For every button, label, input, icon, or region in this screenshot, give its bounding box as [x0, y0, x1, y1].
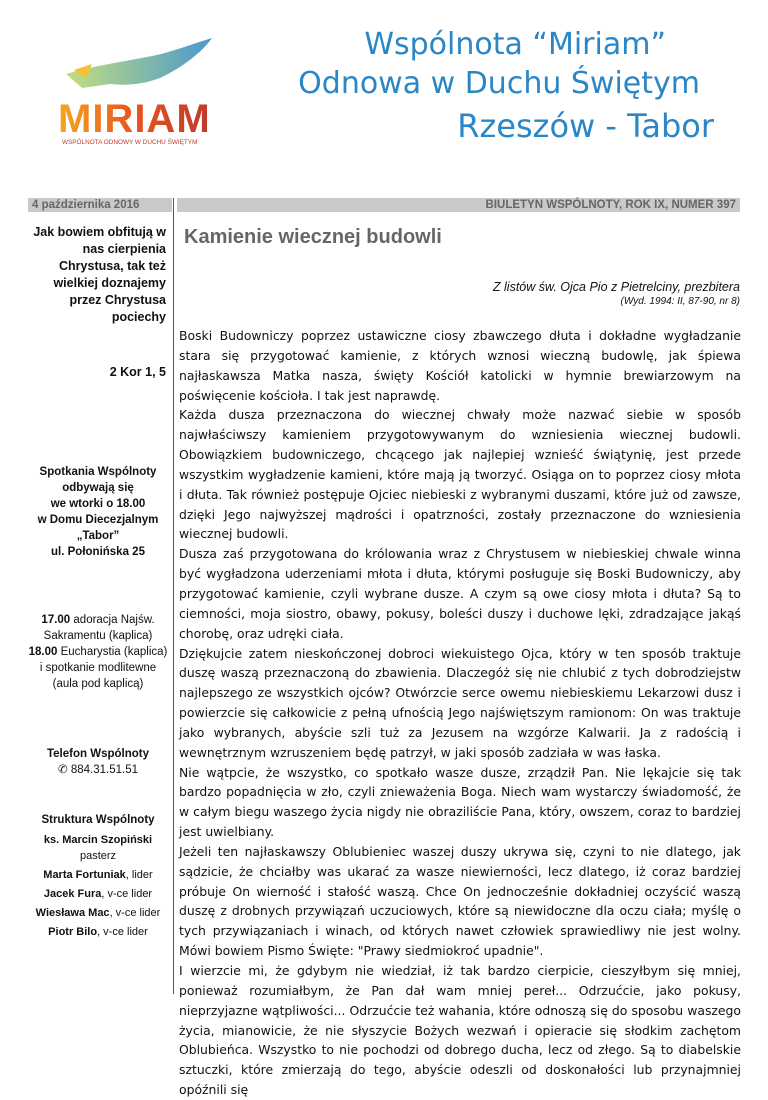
meetings-line: ul. Połonińska 25	[51, 546, 145, 558]
meetings-line: Spotkania Wspólnoty	[39, 466, 157, 478]
issue-date: 4 października 2016	[28, 198, 172, 212]
logo-subtitle: WSPÓLNOTA ODNOWY W DUCHU ŚWIĘTYM	[62, 139, 198, 146]
meetings-line: we wtorki o 18.00	[50, 498, 146, 510]
article-body	[179, 326, 741, 1100]
column-divider	[173, 198, 174, 994]
phone-line	[28, 762, 168, 778]
structure-row: Piotr Bilo, v-ce lider	[48, 926, 148, 938]
structure-row: ks. Marcin Szopiński pasterz	[43, 834, 153, 862]
phone-title: Telefon Wspólnoty	[46, 748, 149, 760]
article-paragraph: Dziękujcie zatem nieskończonej dobroci wiekuistego Ojca, który w ten sposób traktuje duszę waszą przeznaczoną do zbawienia. Dlaczegóż się nie chlubić z tych dobrodziejstw najlepszego ze wszystkich ojców? Otwórzcie serce owemu niebieskiemu Lekarzowi dusz i powierzcie się całkowicie z pełną ufnością Jego najświętszym ramionom: On was traktuje jako wybranych, abyście szli tuż za Jezusem na wzgórze Kalwarii. Ja z radością i wewnętrznym wzruszeniem będę patrzył, w jaki sposób zadziała w was łaska.	[179, 645, 741, 760]
masthead	[188, 26, 714, 148]
schedule-line: Sakramentu (kaplica)	[43, 630, 153, 642]
schedule-line: (aula pod kaplicą)	[52, 678, 144, 690]
masthead-line-3: Rzeszów - Tabor	[457, 107, 714, 145]
meetings-line: „Tabor”	[76, 530, 120, 542]
schedule	[28, 612, 168, 692]
article-title: Kamienie wiecznej budowli	[184, 226, 442, 248]
sidebar-quote: Jak bowiem obfitują w nas cierpienia Chrystusa, tak też wielkiej doznajemy przez Chrystusa pociechy	[33, 225, 166, 324]
schedule-line: 18.00 Eucharystia (kaplica)	[28, 646, 168, 658]
schedule-line: 17.00 adoracja Najśw.	[41, 614, 155, 626]
structure-title: Struktura Wspólnoty	[41, 814, 155, 826]
article-paragraph: Dusza zaś przygotowana do królowania wraz z Chrystusem w niebieskiej chwale winna być wygładzona uderzeniami młota i dłuta, którymi posługuje się Boski Budowniczy, aby przygotować kamienie, czyli wybrane dusze. A czym są owe ciosy młota i dłuta? Są to ciemności, moja siostro, obawy, pokusy, boleści duszy i duchowe lęki, zdradzające jakąś chorobę, oraz udręki ciała.	[179, 546, 741, 641]
article-paragraph: Jeżeli ten najłaskawszy Oblubieniec waszej duszy ukrywa się, czyni to nie dlatego, jak sądzicie, że chciałby was ukarać za wasze niewierności, lecz dlatego, iż coraz bardziej próbuje On wierność i stałość waszą. Chce On jednocześnie dokładniej oczyścić waszą duszę z drobnych przywiązań uczuciowych, które są niewidoczne dla oczu ciała; myślę o tych przywiązaniach i winach, od których nawet człowiek sprawiedliwy nie jest wolny. Mówi bowiem Pismo Święte: "Prawy siedmiokroć upadnie".	[179, 843, 741, 959]
logo-text: MIRIAM	[58, 97, 211, 141]
article-paragraph: Nie wątpcie, że wszystko, co spotkało wasze dusze, zrządził Pan. Nie lękajcie się tak bardzo popadnięcia w zło, czyli znieważenia Boga. Niech wam wystarczy świadomość, że w całym biegu waszego życia nigdy nie obraziliście Pana, który, owszem, coraz to bardziej jest uwielbiany.	[179, 764, 741, 840]
sidebar-quote-reference: 2 Kor 1, 5	[109, 365, 166, 379]
meetings-info	[28, 464, 168, 560]
structure-row: Jacek Fura, v-ce lider	[43, 888, 153, 900]
meetings-line: w Domu Diecezjalnym	[37, 514, 159, 526]
community-structure	[28, 812, 168, 943]
meetings-line: odbywają się	[62, 482, 134, 494]
article-paragraph: Każda dusza przeznaczona do wiecznej chwały może nazwać siebie w sposób najwłaściwszy kamieniem przygotowywanym do wzniesienia wiecznej budowli. Obowiązkiem budowniczego, chcącego jak najlepiej wznieść świątynię, jest przede wszystkim wygładzenie kamieni, które mają ją tworzyć. Osiąga on to poprzez ciosy młota i dłuta. Tak również postępuje Ojciec niebieski z wybranymi duszami, które już od zawsze, dzięki Jego najwyższej mądrości i opatrzności, zostały przeznaczone do wzniesienia wiecznej budowli.	[179, 407, 741, 542]
masthead-line-2: Odnowa w Duchu Świętym	[298, 66, 700, 101]
phone-info	[28, 746, 168, 778]
bulletin-info: BIULETYN WSPÓLNOTY, ROK IX, NUMER 397	[177, 198, 740, 212]
article-paragraph: I wierzcie mi, że gdybym nie wiedział, iż tak bardzo cierpicie, cieszyłbym się mniej, ponieważ rozumiałbym, że Pan dał wam mniej pereł... Odrzućcie, jako pokusy, nieprzyjazne wątpliwości... Odrzućcie też wahania, które odnoszą się do sposobu waszego życia, mianowicie, że nie słyszycie Bożych wezwań i opieracie się słodkim zachętom Oblubieńca. Wszystko to nie pochodzi od dobrego ducha, lecz od złego. Są to diabelskie sztuczki, które zmierzają do tego, abyście odeszli od doskonałości lub przynajmniej opóźnili się	[179, 963, 741, 1098]
article-paragraph: Boski Budowniczy poprzez ustawiczne ciosy zbawczego dłuta i dokładne wygładzanie stara się przygotować kamienie, z których wznosi wieczną budowlę, jak śpiewa najłaskawsza Matka nasza, święty Kościół katolicki w hymnie brewiarzowym na poświęcenie kościoła. I tak jest naprawdę.	[179, 328, 741, 403]
structure-row: Wiesława Mac, v-ce lider	[35, 907, 161, 919]
phone-number: 884.31.51.51	[70, 764, 138, 776]
structure-row: Marta Fortuniak, lider	[43, 869, 153, 881]
phone-icon: ✆	[58, 764, 68, 776]
article-source-reference: (Wyd. 1994: II, 87-90, nr 8)	[620, 296, 740, 307]
article-source: Z listów św. Ojca Pio z Pietrelciny, prezbitera	[492, 280, 740, 294]
masthead-line-1: Wspólnota “Miriam”	[364, 27, 666, 62]
schedule-line: i spotkanie modlitewne	[39, 662, 157, 674]
